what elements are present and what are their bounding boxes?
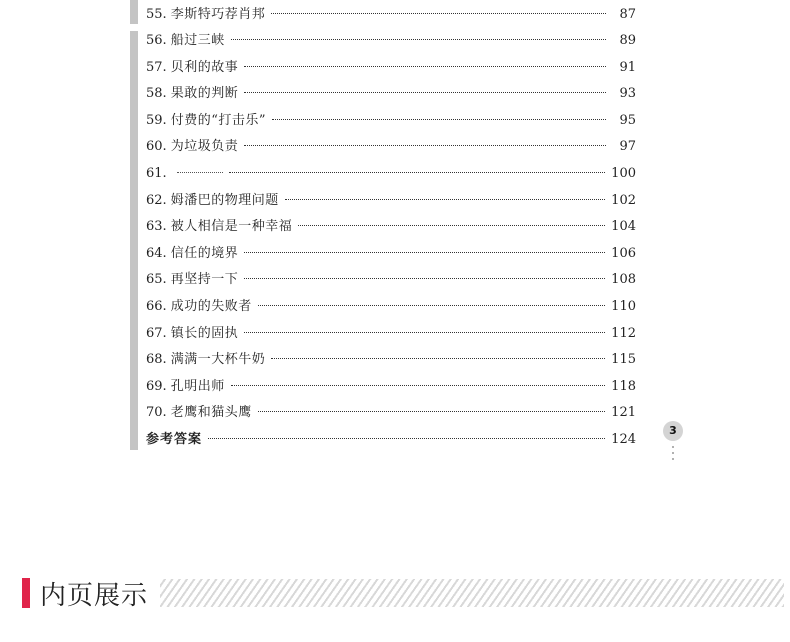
toc-entry-59	[146, 108, 636, 135]
toc-entry-62	[146, 188, 636, 215]
toc-entry-title: 姆潘巴的物理问题	[170, 192, 279, 208]
dot-leader	[244, 332, 605, 333]
toc-side-bar-top	[130, 0, 138, 24]
toc-entry-title: 参考答案	[146, 431, 203, 447]
toc-entry-title: 船过三峡	[170, 33, 225, 48]
dot-leader	[231, 385, 605, 386]
toc-entry-page: 97	[619, 139, 636, 155]
toc-entry-page: 87	[619, 7, 636, 22]
dot-leader	[258, 411, 605, 412]
toc-entry-page: 118	[611, 378, 636, 394]
toc-entry-number: 68.	[146, 352, 167, 368]
table-of-contents	[146, 2, 636, 454]
toc-entry-67	[146, 321, 636, 348]
toc-entry-page: 89	[619, 33, 636, 48]
toc-entry-page: 102	[611, 192, 636, 208]
toc-entry-page: 93	[619, 86, 636, 102]
section-accent-bar	[22, 578, 30, 608]
dot-leader	[244, 66, 606, 67]
toc-entry-page: 115	[611, 352, 636, 368]
toc-entry-number: 67.	[146, 325, 167, 341]
toc-entry-title: 孔明出师	[170, 378, 225, 394]
dot-leader	[229, 172, 605, 173]
toc-entry-page: 112	[611, 325, 636, 341]
toc-entry-title: 果敢的判断	[170, 86, 239, 102]
toc-entry-title: 为垃圾负责	[170, 139, 239, 155]
toc-entry-title: 镇长的固执	[170, 325, 239, 341]
toc-entry-56	[146, 28, 636, 55]
toc-entry-title: 老鹰和猫头鹰	[170, 405, 252, 421]
striped-divider	[160, 579, 784, 607]
toc-entry-title: 被人相信是一种幸福	[170, 219, 293, 235]
dot-leader	[244, 278, 605, 279]
toc-entry-title: 李斯特巧荐肖邦	[170, 7, 266, 22]
toc-entry-page: 106	[611, 245, 636, 261]
toc-entry-70	[146, 400, 636, 427]
toc-entry-63	[146, 214, 636, 241]
toc-entry-number: 57.	[146, 59, 167, 75]
toc-entry-64	[146, 241, 636, 268]
dot-leader	[285, 199, 605, 200]
toc-entry-number: 65.	[146, 272, 167, 288]
toc-side-bar	[130, 31, 138, 450]
toc-entry-number: 63.	[146, 219, 167, 235]
toc-entry-57	[146, 55, 636, 82]
toc-entry-title: 再坚持一下	[170, 272, 239, 288]
dot-leader	[244, 252, 605, 253]
dot-leader	[208, 438, 605, 439]
toc-entry-title: 付费的“打击乐”	[170, 112, 266, 128]
dot-leader	[258, 305, 605, 306]
dot-leader	[271, 13, 606, 14]
toc-entry-66	[146, 294, 636, 321]
toc-entry-number: 58.	[146, 86, 167, 102]
toc-entry-title: 成功的失败者	[170, 298, 252, 314]
toc-entry-page: 104	[611, 219, 636, 235]
toc-entry-number: 59.	[146, 112, 167, 128]
dot-leader	[271, 358, 605, 359]
toc-entry-title: 满满一大杯牛奶	[170, 352, 266, 368]
toc-entry-69	[146, 374, 636, 401]
toc-entry-number: 70.	[146, 405, 167, 421]
toc-entry-65	[146, 267, 636, 294]
blank-title-line	[177, 172, 223, 173]
toc-entry-number: 60.	[146, 139, 167, 155]
toc-entry-number: 56.	[146, 33, 167, 48]
toc-entry-number: 66.	[146, 298, 167, 314]
section-header	[22, 575, 784, 611]
page-number-badge: 3	[663, 421, 683, 441]
dot-leader	[244, 145, 606, 146]
toc-entry-61	[146, 161, 636, 188]
dot-leader	[244, 92, 606, 93]
toc-entry-page: 95	[619, 112, 636, 128]
dot-leader	[231, 39, 606, 40]
toc-entry-58	[146, 81, 636, 108]
toc-entry-number: 69.	[146, 378, 167, 394]
toc-entry-number: 55.	[146, 7, 167, 22]
toc-entry-number: 64.	[146, 245, 167, 261]
dot-leader	[272, 119, 606, 120]
toc-entry-page: 91	[619, 59, 636, 75]
toc-entry-title: 信任的境界	[170, 245, 239, 261]
dot-leader	[298, 225, 605, 226]
toc-entry-page: 110	[611, 298, 636, 314]
toc-entry-page: 100	[611, 165, 636, 181]
toc-entry-page: 121	[611, 405, 636, 421]
toc-entry-answers	[146, 427, 636, 454]
toc-entry-number: 62.	[146, 192, 167, 208]
toc-entry-60	[146, 134, 636, 161]
vertical-dots-icon	[672, 446, 674, 464]
toc-entry-68	[146, 347, 636, 374]
toc-entry-page: 108	[611, 272, 636, 288]
toc-entry-title: 贝利的故事	[170, 59, 239, 75]
toc-entry-page: 124	[611, 431, 636, 447]
section-title: 内页展示	[40, 580, 149, 611]
toc-entry-55	[146, 2, 636, 28]
toc-entry-number: 61.	[146, 165, 167, 181]
